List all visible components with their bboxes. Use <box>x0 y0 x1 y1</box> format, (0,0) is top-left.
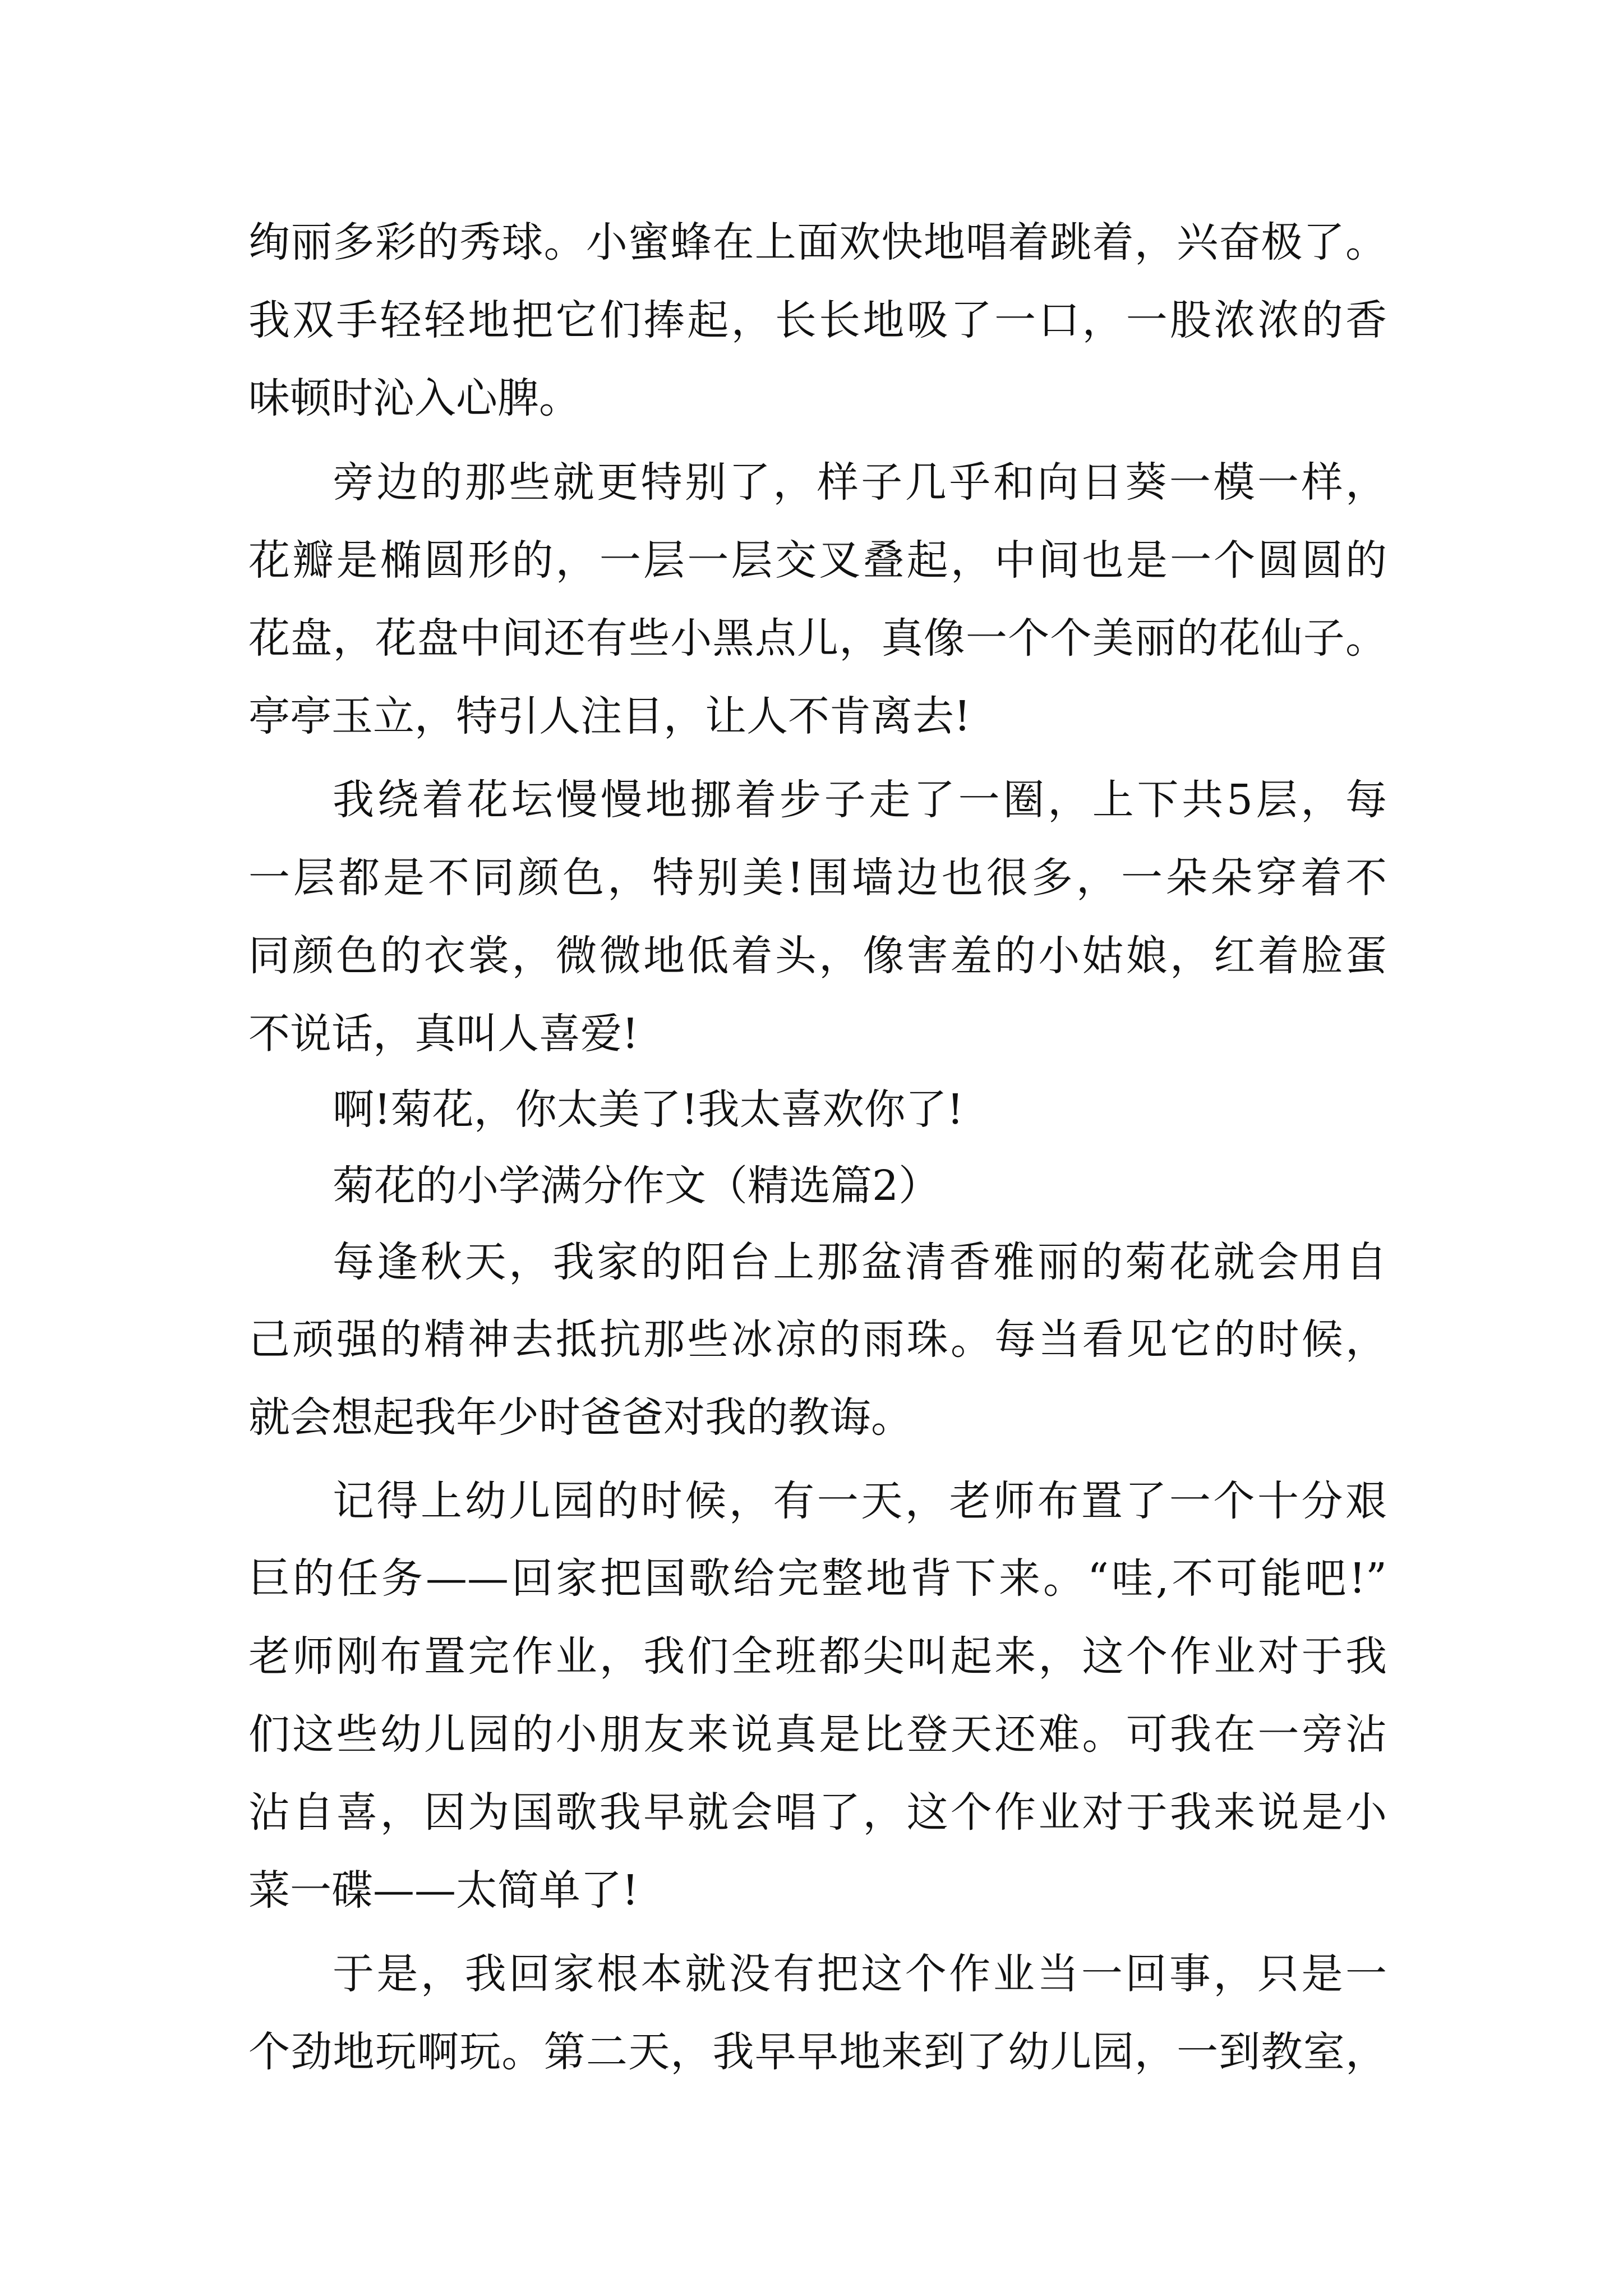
text-line: 老师刚布置完作业，我们全班都尖叫起来，这个作业对于我 <box>248 1632 1387 1681</box>
text-line: 啊!菊花，你太美了!我太喜欢你了! <box>333 1085 964 1134</box>
text-line: 菜一碟——太简单了! <box>248 1866 639 1915</box>
text-line: 一层都是不同颜色，特别美!围墙边也很多，一朵朵穿着不 <box>248 854 1387 902</box>
text-line: 巨的任务——回家把国歌给完整地背下来。“哇,不可能吧!” <box>248 1554 1387 1603</box>
text-line: 同颜色的衣裳，微微地低着头，像害羞的小姑娘，红着脸蛋 <box>248 932 1387 980</box>
section-heading: 菊花的小学满分作文（精选篇2） <box>333 1162 940 1210</box>
text-line: 我双手轻轻地把它们捧起，长长地吸了一口，一股浓浓的香 <box>248 296 1387 344</box>
text-line: 就会想起我年少时爸爸对我的教诲。 <box>248 1393 912 1442</box>
text-line: 于是，我回家根本就没有把这个作业当一回事，只是一 <box>333 1950 1387 1998</box>
text-line: 沾自喜，因为国歌我早就会唱了，这个作业对于我来说是小 <box>248 1788 1387 1837</box>
text-line: 们这些幼儿园的小朋友来说真是比登天还难。可我在一旁沾 <box>248 1710 1387 1759</box>
text-line: 花瓣是椭圆形的，一层一层交叉叠起，中间也是一个圆圆的 <box>248 536 1387 585</box>
text-line: 个劲地玩啊玩。第二天，我早早地来到了幼儿园，一到教室， <box>248 2028 1387 2076</box>
text-line: 每逢秋天，我家的阳台上那盆清香雅丽的菊花就会用自 <box>333 1238 1387 1286</box>
text-line: 花盘，花盘中间还有些小黑点儿，真像一个个美丽的花仙子。 <box>248 614 1387 662</box>
text-line: 绚丽多彩的秀球。小蜜蜂在上面欢快地唱着跳着，兴奋极了。 <box>248 218 1387 266</box>
text-line: 不说话，真叫人喜爱! <box>248 1010 639 1058</box>
text-line: 己顽强的精神去抵抗那些冰凉的雨珠。每当看见它的时候， <box>248 1315 1387 1364</box>
text-line: 味顿时沁入心脾。 <box>248 374 580 422</box>
text-line: 亭亭玉立，特引人注目，让人不肯离去! <box>248 692 971 740</box>
text-line: 记得上幼儿园的时候，有一天，老师布置了一个十分艰 <box>333 1477 1387 1525</box>
text-line: 我绕着花坛慢慢地挪着步子走了一圈，上下共5层，每 <box>333 776 1387 824</box>
text-line: 旁边的那些就更特别了，样子几乎和向日葵一模一样， <box>333 458 1387 507</box>
